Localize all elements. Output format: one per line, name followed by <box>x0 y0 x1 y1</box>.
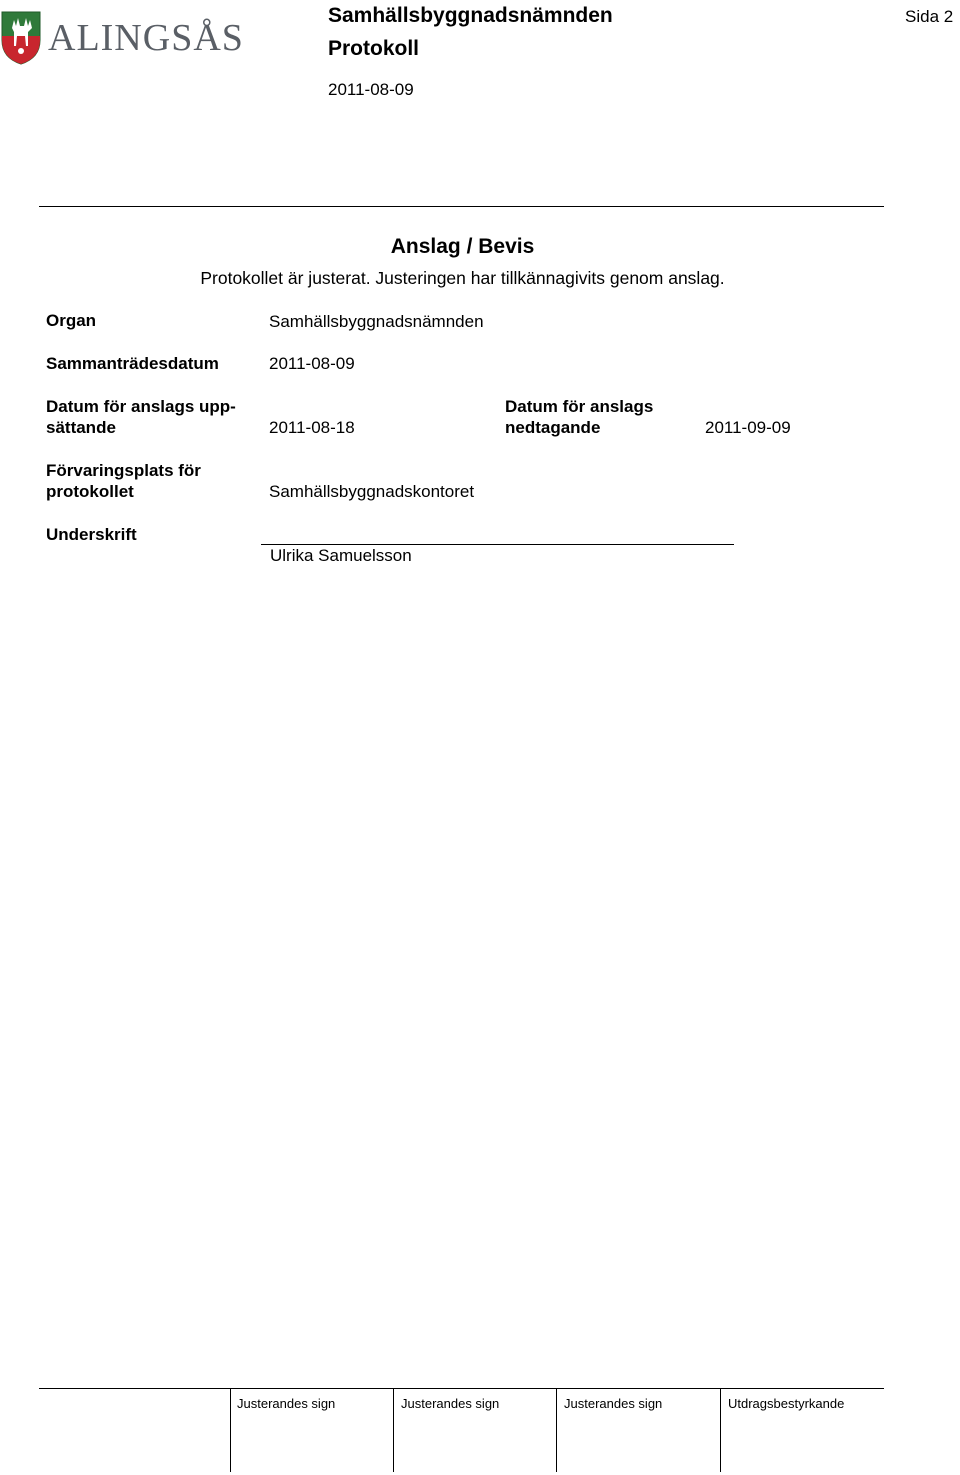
footer-cell-divider <box>720 1388 721 1472</box>
removed-date-label-line1: Datum för anslags <box>505 397 654 416</box>
alingsas-coat-of-arms-icon <box>0 6 262 66</box>
storage-label-line2: protokollet <box>46 482 134 501</box>
meeting-date-label: Sammanträdesdatum <box>46 354 219 373</box>
anslag-title: Anslag / Bevis <box>390 235 535 258</box>
posted-date-value: 2011-08-18 <box>269 418 355 437</box>
page-number: Sida 2 <box>905 7 954 26</box>
meeting-date-value: 2011-08-09 <box>269 354 355 373</box>
signature-label: Underskrift <box>46 525 137 544</box>
header-doc-type: Protokoll <box>328 37 420 60</box>
posted-date-label-line2: sättande <box>46 418 116 437</box>
footer-cell-divider <box>230 1388 231 1472</box>
signature-line <box>261 544 734 545</box>
header-date: 2011-08-09 <box>328 80 414 99</box>
removed-date-label-line2: nedtagande <box>505 418 601 437</box>
signature-name: Ulrika Samuelsson <box>270 546 412 565</box>
alingsas-logo <box>0 6 262 66</box>
footer-sign-cell: Justerandes sign <box>401 1396 500 1411</box>
header-divider <box>39 206 884 207</box>
organ-label: Organ <box>46 311 97 330</box>
footer-cell-divider <box>556 1388 557 1472</box>
posted-date-label-line1: Datum för anslags upp- <box>46 397 236 416</box>
organ-value: Samhällsbyggnadsnämnden <box>269 312 484 331</box>
footer-sign-cell: Justerandes sign <box>564 1396 663 1411</box>
footer-sign-cell: Justerandes sign <box>237 1396 336 1411</box>
storage-value: Samhällsbyggnadskontoret <box>269 482 475 501</box>
anslag-statement: Protokollet är justerat. Justeringen har tillkännagivits genom anslag. <box>200 268 725 288</box>
header-committee: Samhällsbyggnadsnämnden <box>328 4 613 27</box>
svg-text:ALINGSÅS: ALINGSÅS <box>48 17 244 59</box>
footer-cell-divider <box>393 1388 394 1472</box>
removed-date-value: 2011-09-09 <box>705 418 791 437</box>
footer-certification-cell: Utdragsbestyrkande <box>728 1396 845 1411</box>
storage-label-line1: Förvaringsplats för <box>46 461 201 480</box>
footer-divider <box>39 1388 884 1389</box>
